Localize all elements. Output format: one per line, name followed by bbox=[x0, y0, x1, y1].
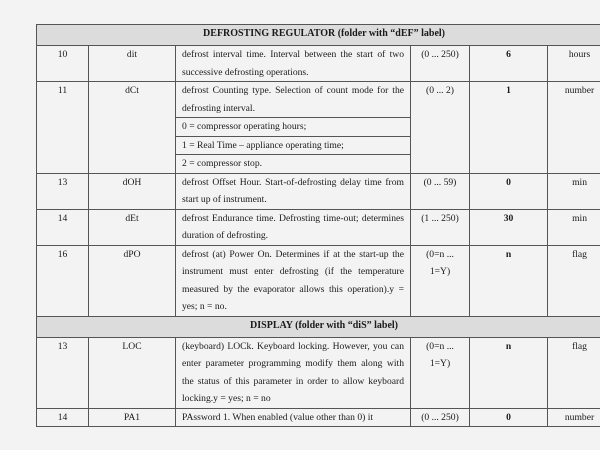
param-code: dit bbox=[89, 46, 176, 82]
param-code: dOH bbox=[89, 173, 176, 209]
param-range: (0=n ... 1=Y) bbox=[411, 337, 470, 408]
param-option: 2 = compressor stop. bbox=[176, 155, 411, 174]
param-row-dit bbox=[37, 46, 600, 82]
param-number: 14 bbox=[37, 408, 89, 427]
param-number: 13 bbox=[37, 173, 89, 209]
section-title-display: DISPLAY (folder with “diS” label) bbox=[37, 316, 600, 337]
param-default: 0 bbox=[470, 408, 548, 427]
param-row-loc bbox=[37, 337, 600, 408]
param-range: (1 ... 250) bbox=[411, 209, 470, 245]
param-row-pa1 bbox=[37, 408, 600, 427]
param-number: 13 bbox=[37, 337, 89, 408]
param-number: 14 bbox=[37, 209, 89, 245]
section-title-defrosting: DEFROSTING REGULATOR (folder with “dEF” label) bbox=[37, 25, 600, 46]
param-unit: min bbox=[548, 209, 600, 245]
param-range: (0=n ... 1=Y) bbox=[411, 245, 470, 316]
param-code: dCt bbox=[89, 82, 176, 174]
param-default: n bbox=[470, 245, 548, 316]
param-row-dct bbox=[37, 82, 600, 118]
param-number: 16 bbox=[37, 245, 89, 316]
param-code: dEt bbox=[89, 209, 176, 245]
param-unit: flag bbox=[548, 337, 600, 408]
param-description: defrost Offset Hour. Start-of-defrosting delay time from start up of instrument. bbox=[176, 173, 411, 209]
param-default: n bbox=[470, 337, 548, 408]
param-description: defrost Endurance time. Defrosting time-out; determines duration of defrosting. bbox=[176, 209, 411, 245]
section-header-display bbox=[37, 316, 600, 337]
param-range: (0 ... 2) bbox=[411, 82, 470, 174]
param-unit: number bbox=[548, 82, 600, 174]
param-number: 10 bbox=[37, 46, 89, 82]
param-unit: hours bbox=[548, 46, 600, 82]
param-row-doh bbox=[37, 173, 600, 209]
param-description: (keyboard) LOCk. Keyboard locking. However, you can enter parameter programming modify them along with the status of this parameter in order to allow keyboard locking.y = yes; n = no bbox=[176, 337, 411, 408]
param-unit: number bbox=[548, 408, 600, 427]
param-default: 6 bbox=[470, 46, 548, 82]
param-range: (0 ... 59) bbox=[411, 173, 470, 209]
param-option: 1 = Real Time – appliance operating time; bbox=[176, 136, 411, 155]
param-code: PA1 bbox=[89, 408, 176, 427]
param-unit: flag bbox=[548, 245, 600, 316]
section-header-defrosting bbox=[37, 25, 600, 46]
param-default: 0 bbox=[470, 173, 548, 209]
param-unit: min bbox=[548, 173, 600, 209]
param-description: defrost (at) Power On. Determines if at the start-up the instrument must enter defrosting (if the temperature measured by the evaporator allows this operation).y = yes; n = no. bbox=[176, 245, 411, 316]
param-description: defrost interval time. Interval between the start of two successive defrosting operations. bbox=[176, 46, 411, 82]
param-range: (0 ... 250) bbox=[411, 408, 470, 427]
param-default: 30 bbox=[470, 209, 548, 245]
param-range: (0 ... 250) bbox=[411, 46, 470, 82]
parameters-table bbox=[36, 24, 600, 427]
param-default: 1 bbox=[470, 82, 548, 174]
param-row-dpo bbox=[37, 245, 600, 316]
param-code: dPO bbox=[89, 245, 176, 316]
param-code: LOC bbox=[89, 337, 176, 408]
param-option: 0 = compressor operating hours; bbox=[176, 118, 411, 137]
param-row-det bbox=[37, 209, 600, 245]
param-number: 11 bbox=[37, 82, 89, 174]
param-description: PAssword 1. When enabled (value other than 0) it bbox=[176, 408, 411, 427]
param-description: defrost Counting type. Selection of count mode for the defrosting interval. bbox=[176, 82, 411, 118]
